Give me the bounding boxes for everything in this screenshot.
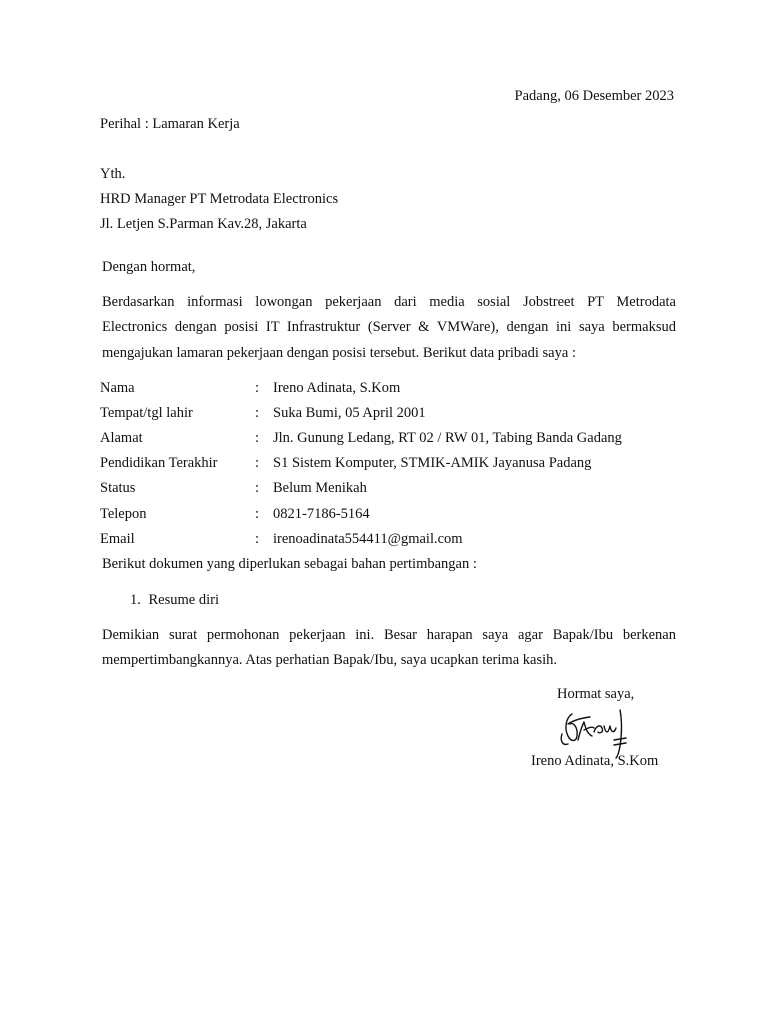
- personal-data-row: [100, 506, 680, 526]
- field-value: Ireno Adinata, S.Kom: [273, 380, 401, 396]
- signatory-name: Ireno Adinata, S.Kom: [531, 753, 659, 769]
- field-value: 0821-7186-5164: [273, 506, 370, 522]
- field-separator: :: [255, 455, 260, 471]
- field-label: Email: [100, 531, 135, 547]
- list-text: Resume diri: [148, 592, 219, 608]
- place-date: Padang, 06 Desember 2023: [514, 88, 674, 104]
- field-value: S1 Sistem Komputer, STMIK-AMIK Jayanusa Padang: [273, 455, 592, 471]
- personal-data-row: [100, 531, 680, 551]
- field-separator: :: [255, 430, 260, 446]
- recipient-address: Jl. Letjen S.Parman Kav.28, Jakarta: [100, 216, 307, 232]
- personal-data-row: [100, 380, 680, 400]
- documents-intro: Berikut dokumen yang diperlukan sebagai bahan pertimbangan :: [102, 556, 477, 572]
- field-value: Belum Menikah: [273, 480, 367, 496]
- personal-data-row: [100, 480, 680, 500]
- field-label: Tempat/tgl lahir: [100, 405, 193, 421]
- recipient-name: HRD Manager PT Metrodata Electronics: [100, 191, 339, 207]
- field-separator: :: [255, 480, 260, 496]
- intro-line: Berdasarkan informasi lowongan pekerjaan dari media sosial Jobstreet PT Metrodata: [102, 294, 676, 310]
- recipient-salutation: Yth.: [100, 166, 126, 182]
- field-label: Telepon: [100, 506, 147, 522]
- subject-line: Perihal : Lamaran Kerja: [100, 116, 240, 132]
- personal-data-row: [100, 430, 680, 450]
- list-number: 1.: [130, 592, 141, 608]
- closing-line: Demikian surat permohonan pekerjaan ini. Besar harapan saya agar Bapak/Ibu berkenan: [102, 627, 676, 643]
- field-label: Pendidikan Terakhir: [100, 455, 218, 471]
- field-label: Nama: [100, 380, 135, 396]
- field-label: Status: [100, 480, 136, 496]
- field-separator: :: [255, 506, 260, 522]
- personal-data-row: [100, 455, 680, 475]
- personal-data-row: [100, 405, 680, 425]
- intro-line: mengajukan lamaran pekerjaan dengan posisi tersebut. Berikut data pribadi saya :: [102, 345, 576, 361]
- handwritten-signature: [556, 700, 636, 760]
- field-separator: :: [255, 405, 260, 421]
- intro-line: Electronics dengan posisi IT Infrastruktur (Server & VMWare), dengan ini saya bermaksud: [102, 319, 676, 335]
- closing-line: mempertimbangkannya. Atas perhatian Bapak/Ibu, saya ucapkan terima kasih.: [102, 652, 557, 668]
- greeting: Dengan hormat,: [102, 259, 196, 275]
- sign-off: Hormat saya,: [557, 686, 635, 702]
- field-label: Alamat: [100, 430, 143, 446]
- field-value: Suka Bumi, 05 April 2001: [273, 405, 426, 421]
- field-separator: :: [255, 531, 260, 547]
- field-value: Jln. Gunung Ledang, RT 02 / RW 01, Tabing Banda Gadang: [273, 430, 622, 446]
- field-value: irenoadinata554411@gmail.com: [273, 531, 463, 547]
- document-list-item: [130, 592, 219, 609]
- field-separator: :: [255, 380, 260, 396]
